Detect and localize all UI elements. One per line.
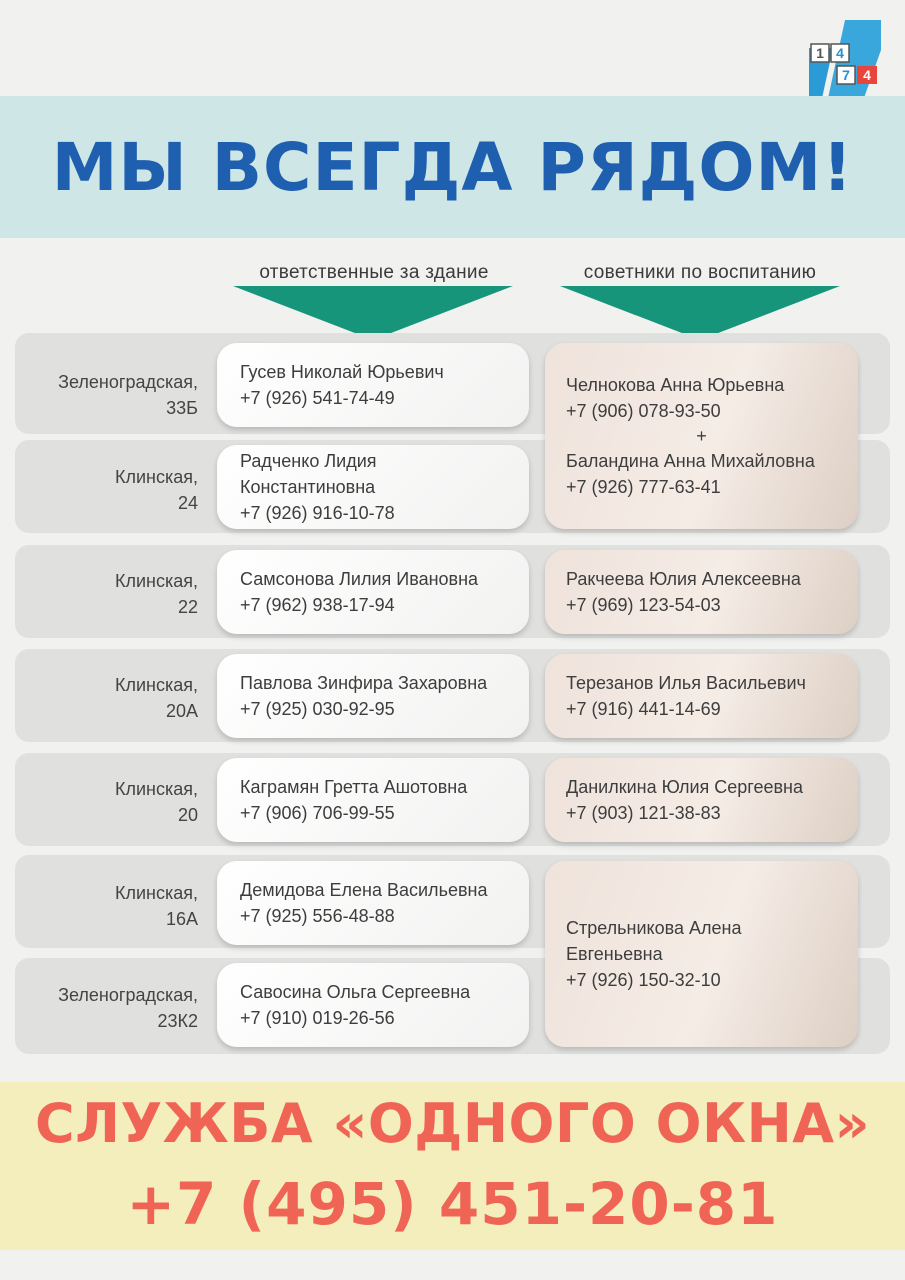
page-title: МЫ ВСЕГДА РЯДОМ! — [51, 128, 854, 206]
service-phone: +7 (495) 451-20-81 — [126, 1170, 779, 1238]
logo-digit-2: 4 — [836, 45, 844, 61]
responsible-card: Радченко Лидия Константиновна +7 (926) 916-10-78 — [217, 445, 529, 529]
building-address: Клинская, 20А — [114, 675, 198, 721]
advisor-card: Стрельникова Алена Евгеньевна +7 (926) 150-32-10 — [545, 861, 858, 1047]
logo-digit-4: 4 — [863, 67, 871, 83]
responsible-card: Павлова Зинфира Захаровна +7 (925) 030-92-95 — [217, 654, 529, 738]
advisor-card: Ракчеева Юлия Алексеевна +7 (969) 123-54-03 — [545, 550, 858, 634]
building-address: Зеленоградская, 33Б — [58, 372, 198, 418]
advisor-card: Терезанов Илья Васильевич +7 (916) 441-14-69 — [545, 654, 858, 738]
building-address: Клинская, 22 — [114, 571, 198, 617]
advisor-card: Челнокова Анна Юрьевна +7 (906) 078-93-50 + Баландина Анна Михайловна +7 (926) 777-63-41 — [545, 343, 858, 529]
advisor-card: Данилкина Юлия Сергеевна +7 (903) 121-38-83 — [545, 758, 858, 842]
logo-digit-1: 1 — [816, 45, 824, 61]
building-address: Клинская, 24 — [114, 467, 198, 513]
logo-digit-3: 7 — [842, 67, 850, 83]
arrow-down-icon — [233, 286, 513, 340]
responsible-card: Каграмян Гретта Ашотовна +7 (906) 706-99-55 — [217, 758, 529, 842]
responsible-card: Савосина Ольга Сергеевна +7 (910) 019-26-56 — [217, 963, 529, 1047]
arrow-down-icon — [560, 286, 840, 340]
service-title: СЛУЖБА «ОДНОГО ОКНА» — [35, 1092, 870, 1155]
responsible-card: Демидова Елена Васильевна +7 (925) 556-48-88 — [217, 861, 529, 945]
building-address: Зеленоградская, 23К2 — [58, 985, 198, 1031]
responsible-card: Гусев Николай Юрьевич +7 (926) 541-74-49 — [217, 343, 529, 427]
column-caption-responsible: ответственные за здание — [259, 262, 489, 283]
building-address: Клинская, 20 — [114, 779, 198, 825]
responsible-card: Самсонова Лилия Ивановна +7 (962) 938-17-94 — [217, 550, 529, 634]
building-address: Клинская, 16А — [114, 883, 198, 929]
column-caption-advisors: советники по воспитанию — [583, 262, 817, 283]
